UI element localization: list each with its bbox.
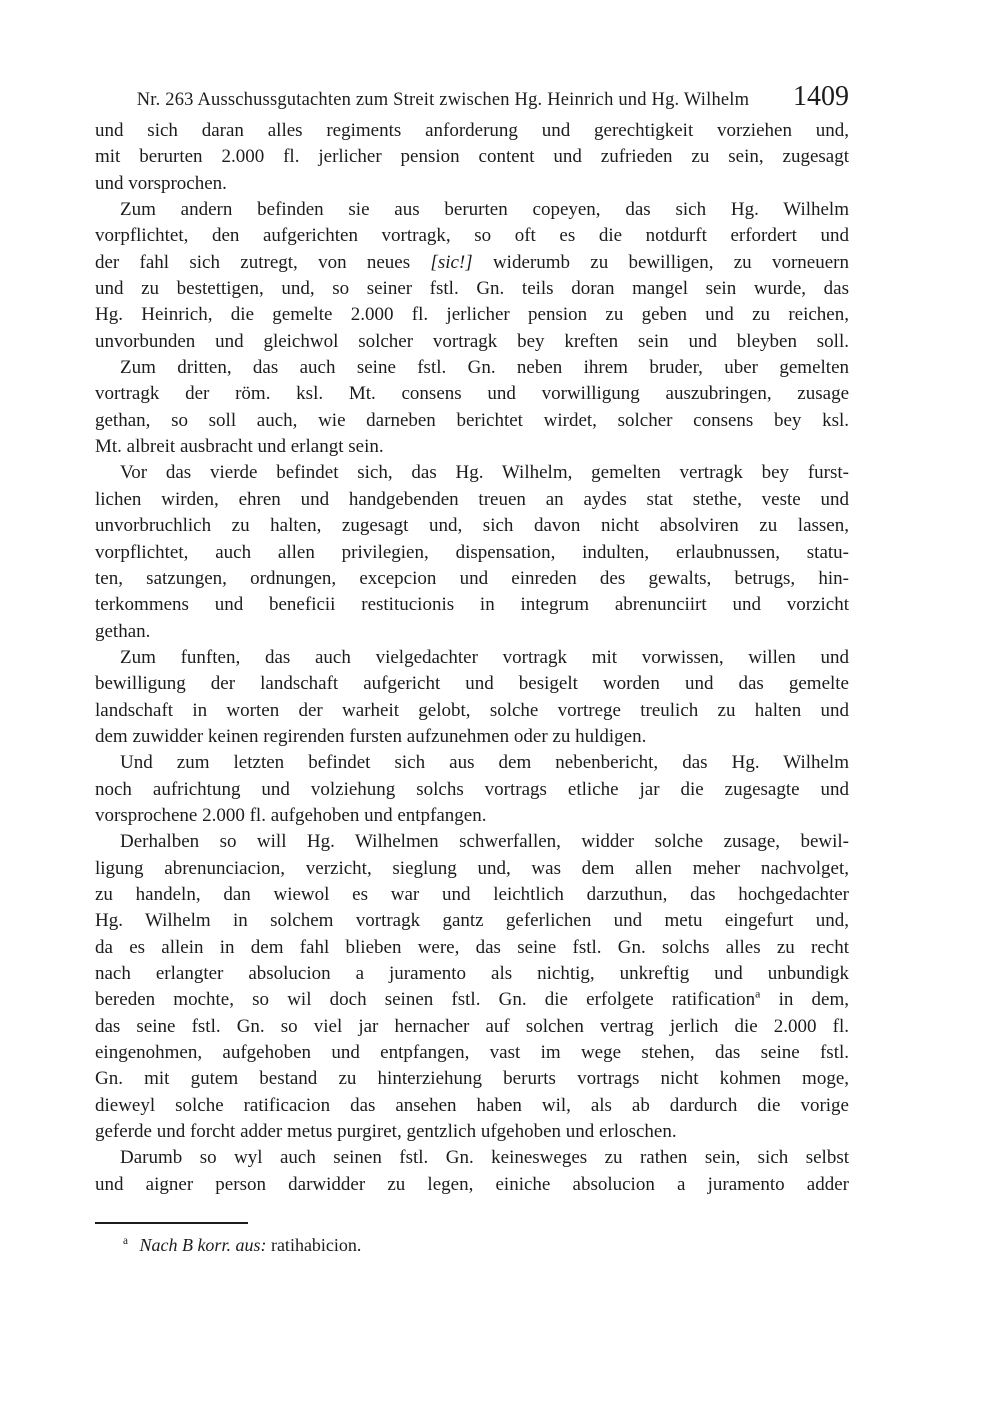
paragraph bbox=[95, 1145, 849, 1198]
text-line bbox=[95, 223, 849, 249]
paragraph bbox=[95, 645, 849, 750]
text-line bbox=[95, 408, 849, 434]
text-segment: Zum funften, das auch vielgedachter vortragk mit vorwissen, willen und bbox=[120, 646, 849, 668]
text-segment: vorsprochene 2.000 fl. aufgehoben und entpfangen. bbox=[95, 804, 487, 826]
text-segment: bewilligung der landschaft aufgericht und besigelt worden und das gemelte bbox=[95, 673, 849, 695]
text-line bbox=[95, 645, 849, 671]
text-segment: eingenohmen, aufgehoben und entpfangen, vast im wege stehen, das seine fstl. bbox=[95, 1042, 849, 1064]
text-segment: ten, satzungen, ordnungen, excepcion und einreden des gewalts, betrugs, hin- bbox=[95, 567, 849, 589]
text-segment: landschaft in worten der warheit gelobt, solche vortrege treulich zu halten und bbox=[95, 699, 849, 721]
text-line bbox=[95, 434, 849, 460]
text-segment: geferde und forcht adder metus purgiret, gentzlich ufgehoben und erloschen. bbox=[95, 1121, 677, 1143]
text-line bbox=[95, 1014, 849, 1040]
text-segment: und aigner person darwidder zu legen, einiche absolucion a juramento adder bbox=[95, 1173, 849, 1195]
superscript-note-ref: a bbox=[755, 988, 761, 1002]
paragraph bbox=[95, 750, 849, 829]
text-segment: Und zum letzten befindet sich aus dem nebenbericht, das Hg. Wilhelm bbox=[120, 752, 849, 774]
text-segment: der fahl sich zutregt, von neues bbox=[95, 251, 431, 273]
text-segment: unvorbunden und gleichwol solcher vortragk bey kreften sein und bleyben soll. bbox=[95, 330, 849, 352]
text-segment: bereden mochte, so wil doch seinen fstl. Gn. die erfolgete ratification bbox=[95, 989, 756, 1011]
text-line bbox=[95, 987, 849, 1013]
text-line bbox=[95, 460, 849, 486]
footnote-marker: a bbox=[123, 1235, 128, 1248]
text-segment: noch aufrichtung und volziehung solchs vortrags etliche jar die zugesagte und bbox=[95, 778, 849, 800]
footnote-text bbox=[139, 1235, 361, 1255]
page-number: 1409 bbox=[793, 81, 849, 112]
text-segment: Zum dritten, das auch seine fstl. Gn. neben ihrem bruder, uber gemelten bbox=[120, 357, 849, 379]
paragraph bbox=[95, 460, 849, 644]
text-line bbox=[95, 513, 849, 539]
text-segment: widerumb zu bewilligen, zu vorneuern bbox=[472, 251, 849, 273]
text-line bbox=[95, 803, 849, 829]
footnote bbox=[95, 1233, 849, 1257]
text-line bbox=[95, 1172, 849, 1198]
text-line bbox=[95, 302, 849, 328]
text-segment: gethan, so soll auch, wie darneben berichtet wirdet, solcher consens bey ksl. bbox=[95, 409, 849, 431]
text-line bbox=[95, 724, 849, 750]
text-line bbox=[95, 540, 849, 566]
text-line bbox=[95, 144, 849, 170]
body-text bbox=[95, 118, 849, 1198]
text-line bbox=[95, 908, 849, 934]
text-line bbox=[95, 777, 849, 803]
text-line bbox=[95, 671, 849, 697]
paragraph bbox=[95, 197, 849, 355]
text-segment: Vor das vierde befindet sich, das Hg. Wilhelm, gemelten vertragk bey furst- bbox=[120, 462, 849, 484]
text-segment: dieweyl solche ratificacion das ansehen haben wil, als ab dardurch die vorige bbox=[95, 1094, 849, 1116]
text-segment: Zum andern befinden sie aus berurten copeyen, das sich Hg. Wilhelm bbox=[120, 199, 849, 221]
text-segment: lichen wirden, ehren und handgebenden treuen an aydes stat stethe, veste und bbox=[95, 488, 849, 510]
text-segment: gethan. bbox=[95, 620, 151, 642]
paragraph bbox=[95, 355, 849, 460]
text-segment: zu handeln, dan wiewol es war und leichtlich darzuthun, das hochgedachter bbox=[95, 883, 849, 905]
text-line bbox=[95, 566, 849, 592]
text-line bbox=[95, 171, 849, 197]
text-segment: Mt. albreit ausbracht und erlangt sein. bbox=[95, 436, 384, 458]
text-segment: terkommens und beneficii restitucionis in integrum abrenunciirt und vorzicht bbox=[95, 594, 849, 616]
page-header bbox=[95, 81, 849, 118]
running-title: Nr. 263 Ausschussgutachten zum Streit zwischen Hg. Heinrich und Hg. Wilhelm bbox=[136, 90, 750, 110]
text-line bbox=[95, 276, 849, 302]
text-line bbox=[95, 750, 849, 776]
text-segment: ligung abrenunciacion, verzicht, sieglung und, was dem allen meher nachvolget, bbox=[95, 857, 849, 879]
footnote-separator bbox=[95, 1222, 248, 1224]
text-line bbox=[95, 935, 849, 961]
text-line bbox=[95, 250, 849, 276]
text-segment: vorpflichtet, auch allen privilegien, dispensation, indulten, erlaubnussen, statu- bbox=[95, 541, 849, 563]
text-segment: und vorsprochen. bbox=[95, 172, 227, 194]
text-line bbox=[95, 381, 849, 407]
text-segment: Derhalben so will Hg. Wilhelmen schwerfallen, widder solche zusage, bewil- bbox=[120, 831, 849, 853]
text-line bbox=[95, 487, 849, 513]
text-segment: Hg. Wilhelm in solchem vortragk gantz geferlichen und metu eingefurt und, bbox=[95, 910, 849, 932]
text-line bbox=[95, 698, 849, 724]
text-segment: vorpflichtet, den aufgerichten vortragk, so oft es die notdurft erfordert und bbox=[95, 225, 849, 247]
text-segment: und zu bestettigen, und, so seiner fstl. Gn. teils doran mangel sein wurde, das bbox=[95, 278, 849, 300]
text-segment: vortragk der röm. ksl. Mt. consens und vorwilligung auszubringen, zusage bbox=[95, 383, 849, 405]
text-segment: mit berurten 2.000 fl. jerlicher pension content und zufrieden zu sein, zugesagt bbox=[95, 146, 849, 168]
text-line bbox=[95, 1066, 849, 1092]
text-segment: dem zuwidder keinen regirenden fursten aufzunehmen oder zu huldigen. bbox=[95, 725, 647, 747]
text-line bbox=[95, 1093, 849, 1119]
text-segment: [sic!] bbox=[430, 251, 473, 273]
text-line bbox=[95, 856, 849, 882]
text-segment: und sich daran alles regiments anforderung und gerechtigkeit vorziehen und, bbox=[95, 120, 849, 141]
text-segment: ratihabicion. bbox=[266, 1235, 362, 1256]
text-line bbox=[95, 197, 849, 223]
text-segment: Darumb so wyl auch seinen fstl. Gn. keinesweges zu rathen sein, sich selbst bbox=[120, 1147, 849, 1169]
text-line bbox=[95, 829, 849, 855]
text-segment: Hg. Heinrich, die gemelte 2.000 fl. jerlicher pension zu geben und zu reichen, bbox=[95, 304, 849, 326]
paragraph bbox=[95, 829, 849, 1145]
text-segment: Nach B korr. aus: bbox=[139, 1235, 267, 1256]
text-segment: in dem, bbox=[760, 989, 849, 1011]
text-segment: da es allein in dem fahl blieben were, das seine fstl. Gn. solchs alles zu recht bbox=[95, 936, 849, 958]
text-line bbox=[95, 1040, 849, 1066]
text-segment: Gn. mit gutem bestand zu hinterziehung berurts vortrags nicht kohmen moge, bbox=[95, 1068, 849, 1090]
text-column bbox=[95, 81, 849, 1257]
text-line bbox=[95, 355, 849, 381]
text-line bbox=[95, 619, 849, 645]
text-line bbox=[95, 592, 849, 618]
text-line bbox=[95, 329, 849, 355]
text-line bbox=[95, 882, 849, 908]
text-line bbox=[95, 118, 849, 144]
text-line bbox=[95, 1119, 849, 1145]
text-line bbox=[95, 961, 849, 987]
text-line bbox=[95, 1145, 849, 1171]
text-segment: das seine fstl. Gn. so viel jar hernacher auf solchen vertrag jerlich die 2.000 fl. bbox=[95, 1015, 849, 1037]
text-segment: nach erlangter absolucion a juramento als nichtig, unkreftig und unbundigk bbox=[95, 963, 849, 984]
text-segment: unvorbruchlich zu halten, zugesagt und, sich davon nicht absolviren zu lassen, bbox=[95, 515, 849, 537]
paragraph bbox=[95, 118, 849, 197]
